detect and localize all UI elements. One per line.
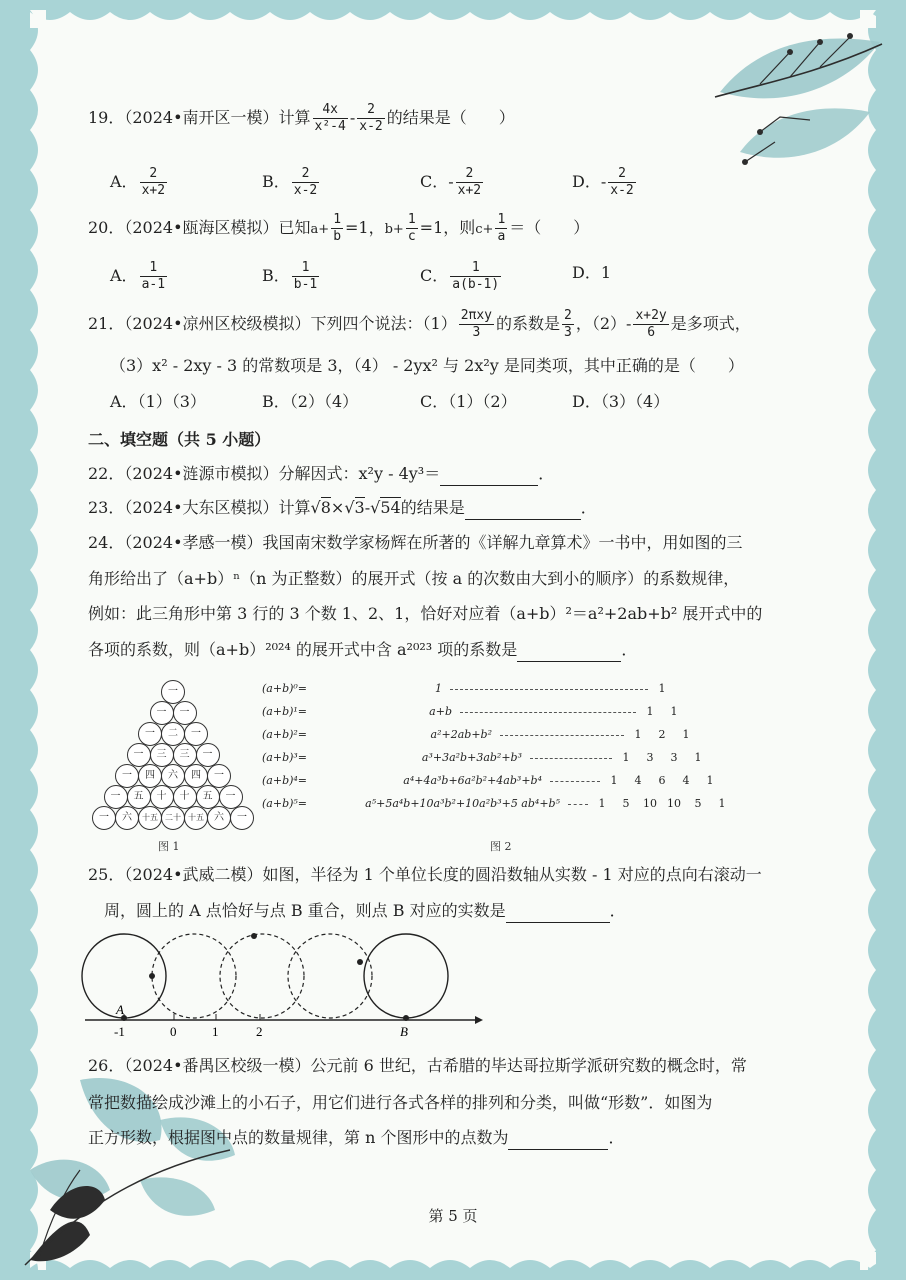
coefficient: 3	[646, 751, 654, 764]
tick-label-2: 2	[256, 1024, 263, 1039]
question-20: 20．（2024•瓯海区模拟）已知a+ $\frac{1}{b}$ =1，b+ $\frac{1}{c}$ =1，则c+ $\frac{1}{a}$ ＝（ ）	[88, 212, 590, 244]
q23-answer-blank[interactable]	[465, 497, 581, 520]
coefficient: 10	[667, 797, 681, 810]
triangle-cell: 六	[161, 764, 185, 788]
expansion-expr: a²+2ab+b²	[430, 728, 492, 741]
q21-option-a[interactable]: A．（1）（3）	[110, 392, 206, 411]
q24-line-4: 各项的系数，则（a+b）²⁰²⁴ 的展开式中含 a²⁰²³ 项的系数是 ．	[88, 639, 637, 662]
coefficient: 3	[670, 751, 678, 764]
triangle-cell: 六	[115, 806, 139, 830]
triangle-cell: 六	[207, 806, 231, 830]
point-b	[403, 1015, 409, 1021]
q24-line-2: 角形给出了（a+b）ⁿ（n 为正整数）的展开式（按 a 的次数由大到小的顺序）的系数规律，	[88, 569, 740, 588]
coefficient: 1	[598, 797, 606, 810]
q24-line-1: 24．（2024•孝感一模）我国南宋数学家杨辉在所著的《详解九章算术》一书中，用如图的三	[88, 533, 743, 552]
expansion-expr: a⁴+4a³b+6a²b²+4ab³+b⁴	[403, 774, 542, 787]
triangle-cell: 十五	[184, 806, 208, 830]
axis-arrow	[475, 1016, 483, 1024]
q24-answer-blank[interactable]	[517, 639, 621, 662]
q26-line-3: 正方形数，根据图中点的数量规律，第 n 个图形中的点数为 ．	[88, 1127, 625, 1150]
coefficient: 1	[694, 751, 702, 764]
triangle-cell: 四	[184, 764, 208, 788]
coefficient: 10	[643, 797, 657, 810]
leaf-decoration-top-icon	[700, 22, 890, 172]
coefficient: 4	[634, 774, 642, 787]
q22-answer-blank[interactable]	[440, 463, 538, 486]
coefficient: 1	[718, 797, 726, 810]
triangle-cell: 一	[173, 701, 197, 725]
triangle-cell: 三	[150, 743, 174, 767]
coefficient: 5	[694, 797, 702, 810]
expansion-expr: a⁵+5a⁴b+10a³b²+10a²b³+5 ab⁴+b⁵	[365, 797, 560, 810]
q19-fraction-2: $\frac{2}{x-2}$	[359, 102, 383, 134]
right-wavy-border	[860, 10, 876, 1270]
dashed-leader	[568, 804, 588, 805]
q19-option-d[interactable]: D．- $\frac{2}{x-2}$	[572, 166, 634, 198]
q25-line-1: 25．（2024•武威二模）如图，半径为 1 个单位长度的圆沿数轴从实数 - 1 对应的点向右滚动一	[88, 865, 762, 884]
q19-option-a[interactable]: A． $\frac{2}{x+2}$	[110, 166, 166, 198]
triangle-cell: 四	[138, 764, 162, 788]
question-19	[88, 102, 515, 135]
triangle-cell: 一	[207, 764, 231, 788]
label-a: A	[116, 1002, 124, 1017]
coefficient: 1	[634, 728, 642, 741]
triangle-cell: 一	[196, 743, 220, 767]
coefficient: 6	[658, 774, 666, 787]
q25-line-2: 周，圆上的 A 点恰好与点 B 重合，则点 B 对应的实数是 ．	[104, 900, 626, 923]
coefficient: 4	[682, 774, 690, 787]
q20-option-b[interactable]: B． $\frac{1}{b-1}$	[262, 260, 318, 292]
triangle-cell: 五	[196, 785, 220, 809]
q26-line-1: 26．（2024•番禺区校级一模）公元前 6 世纪，古希腊的毕达哥拉斯学派研究数的概念时，常	[88, 1056, 747, 1075]
q19-stem: 19．（2024•南开区一模）计算	[88, 108, 311, 127]
section-2-title: 二、填空题（共 5 小题）	[88, 430, 271, 449]
circle-end	[364, 934, 448, 1018]
q20-option-d[interactable]: D．1	[572, 263, 612, 282]
question-23: 23．（2024•大东区模拟）计算√8×√3-√54的结果是 ．	[88, 497, 597, 520]
triangle-cell: 一	[184, 722, 208, 746]
coefficient: 1	[658, 682, 666, 695]
triangle-cell: 一	[230, 806, 254, 830]
q19-option-b[interactable]: B． $\frac{2}{x-2}$	[262, 166, 318, 198]
expansion-lhs: (a+b)⁵=	[262, 797, 308, 810]
triangle-cell: 十五	[138, 806, 162, 830]
triangle-cell: 五	[127, 785, 151, 809]
coefficient: 1	[622, 751, 630, 764]
triangle-cell: 三	[173, 743, 197, 767]
question-21: 21．（2024•凉州区校级模拟）下列四个说法：（1） $\frac{\text{2πxy}}{3}$ 的系数是 $\frac{2}{3}$ ，（2）- $\frac{x+2y}{6}$ 是多项式，	[88, 308, 751, 340]
triangle-cell: 一	[127, 743, 151, 767]
q26-answer-blank[interactable]	[508, 1127, 608, 1150]
q19-fraction-1: $\frac{4x}{\text{x²-4}}$	[314, 102, 346, 134]
expansion-expr: a+b	[429, 705, 452, 718]
figure-1-caption: 图 1	[158, 840, 180, 853]
question-22: 22．（2024•涟源市模拟）分解因式：x²y - 4y³＝ ．	[88, 463, 554, 486]
binomial-expansion-figure-2	[262, 682, 742, 822]
triangle-cell: 一	[138, 722, 162, 746]
tick-label-minus1: -1	[114, 1024, 125, 1039]
coefficient: 1	[646, 705, 654, 718]
triangle-cell: 二十	[161, 806, 185, 830]
triangle-cell: 十	[150, 785, 174, 809]
circle-dashed-3	[288, 934, 372, 1018]
yanghui-triangle-figure-1	[84, 672, 264, 832]
figure-2-caption: 图 2	[490, 840, 512, 853]
expansion-expr: 1	[435, 682, 442, 695]
dashed-leader	[450, 689, 648, 690]
dashed-leader	[550, 781, 600, 782]
triangle-cell: 十	[173, 785, 197, 809]
coefficient: 1	[682, 728, 690, 741]
q19-option-c[interactable]: C．- $\frac{2}{x+2}$	[420, 166, 482, 198]
coefficient: 2	[658, 728, 666, 741]
q20-option-a[interactable]: A． $\frac{1}{a-1}$	[110, 260, 166, 292]
circle-dashed-1	[152, 934, 236, 1018]
q21-option-b[interactable]: B．（2）（4）	[262, 392, 359, 411]
triangle-cell: 一	[115, 764, 139, 788]
rolling-circle-figure	[80, 928, 490, 1040]
q19-suffix: 的结果是（ ）	[386, 108, 515, 127]
tick-label-1: 1	[212, 1024, 219, 1039]
q25-answer-blank[interactable]	[506, 900, 610, 923]
q20-option-c[interactable]: C． $\frac{1}{a(b-1)}$	[420, 260, 500, 292]
expansion-lhs: (a+b)³=	[262, 751, 308, 764]
coefficient: 1	[610, 774, 618, 787]
coefficient: 1	[670, 705, 678, 718]
triangle-cell: 一	[161, 680, 185, 704]
dashed-leader	[500, 735, 624, 736]
expansion-lhs: (a+b)²=	[262, 728, 308, 741]
coefficient: 5	[622, 797, 630, 810]
tick-label-0: 0	[170, 1024, 177, 1039]
coefficient: 1	[706, 774, 714, 787]
q21-line-2: （3）x² - 2xy - 3 的常数项是 3，（4） - 2yx² 与 2x²y 是同类项，其中正确的是（ ）	[110, 356, 744, 375]
q19-minus: -	[349, 108, 356, 127]
expansion-lhs: (a+b)⁰=	[262, 682, 308, 695]
q24-line-3: 例如：此三角形中第 3 行的 3 个数 1、2、1，恰好对应着（a+b）²＝a²+2ab+b² 展开式中的	[88, 604, 763, 623]
expansion-lhs: (a+b)⁴=	[262, 774, 308, 787]
expansion-expr: a³+3a²b+3ab²+b³	[421, 751, 522, 764]
q21-option-d[interactable]: D．（3）（4）	[572, 392, 670, 411]
triangle-cell: 二	[161, 722, 185, 746]
expansion-lhs: (a+b)¹=	[262, 705, 308, 718]
page-number: 第 5 页	[428, 1207, 478, 1225]
triangle-cell: 一	[92, 806, 116, 830]
triangle-cell: 一	[104, 785, 128, 809]
dashed-leader	[460, 712, 636, 713]
dashed-leader	[530, 758, 612, 759]
q26-line-2: 常把数描绘成沙滩上的小石子，用它们进行各式各样的排列和分类，叫做“形数”．如图为	[88, 1093, 713, 1112]
q21-option-c[interactable]: C．（1）（2）	[420, 392, 517, 411]
circle-dashed-2	[220, 934, 304, 1018]
triangle-cell: 一	[150, 701, 174, 725]
label-b: B	[400, 1024, 408, 1039]
triangle-cell: 一	[219, 785, 243, 809]
